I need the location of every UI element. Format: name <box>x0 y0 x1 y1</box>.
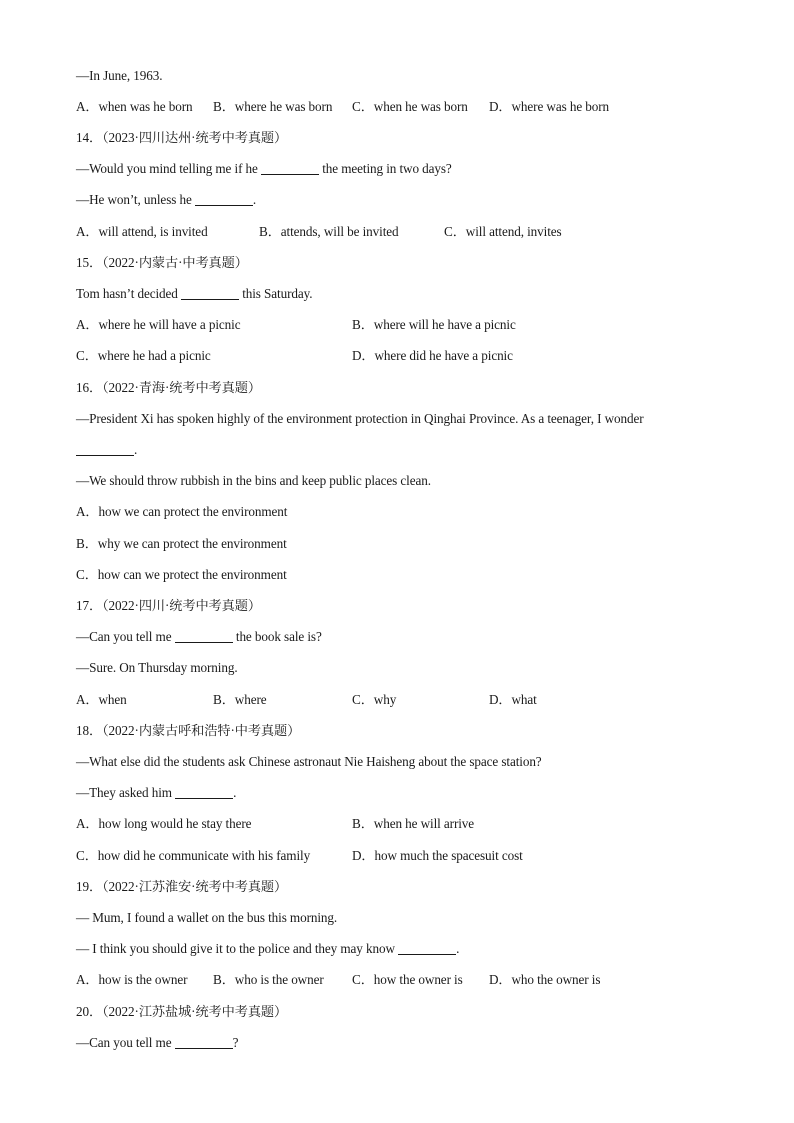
answer-blank[interactable] <box>175 786 233 799</box>
q17-line2: —Sure. On Thursday morning. <box>76 660 238 675</box>
q13-answer-text: —In June, 1963. <box>76 68 163 83</box>
q16-header: 16．（2022·青海·统考中考真题） <box>76 380 261 395</box>
answer-blank[interactable] <box>261 162 319 175</box>
q13-option-a[interactable]: A．when was he born <box>76 99 193 114</box>
q15-option-b[interactable]: B．where will he have a picnic <box>352 317 516 332</box>
q18-option-d[interactable]: D．how much the spacesuit cost <box>352 848 523 863</box>
q14-option-a[interactable]: A．will attend, is invited <box>76 224 208 239</box>
q20-line1: —Can you tell me ? <box>76 1035 239 1050</box>
q16-option-a[interactable]: A．how we can protect the environment <box>76 504 288 519</box>
q16-option-b[interactable]: B．why we can protect the environment <box>76 536 287 551</box>
q20-header: 20．（2022·江苏盐城·统考中考真题） <box>76 1004 288 1019</box>
q16-option-c[interactable]: C．how can we protect the environment <box>76 567 287 582</box>
answer-blank[interactable] <box>175 630 233 643</box>
q18-header: 18．（2022·内蒙古呼和浩特·中考真题） <box>76 723 301 738</box>
q14-option-b[interactable]: B．attends, will be invited <box>259 224 399 239</box>
q18-option-b[interactable]: B．when he will arrive <box>352 816 475 831</box>
q15-option-d[interactable]: D．where did he have a picnic <box>352 348 513 363</box>
q17-option-a[interactable]: A．when <box>76 692 127 707</box>
q18-line2: —They asked him . <box>76 785 237 800</box>
q15-option-c[interactable]: C．where he had a picnic <box>76 348 211 363</box>
q14-line1: —Would you mind telling me if he the meeting in two days? <box>76 161 452 176</box>
q14-header: 14．（2023·四川达州·统考中考真题） <box>76 130 288 145</box>
q17-option-b[interactable]: B．where <box>213 692 267 707</box>
q19-header: 19．（2022·江苏淮安·统考中考真题） <box>76 879 288 894</box>
q19-option-a[interactable]: A．how is the owner <box>76 972 188 987</box>
q15-line1: Tom hasn’t decided this Saturday. <box>76 286 313 301</box>
q17-option-d[interactable]: D．what <box>489 692 537 707</box>
q19-option-b[interactable]: B．who is the owner <box>213 972 324 987</box>
answer-blank[interactable] <box>76 443 134 456</box>
q19-line1: — Mum, I found a wallet on the bus this morning. <box>76 910 338 925</box>
q19-option-d[interactable]: D．who the owner is <box>489 972 601 987</box>
q17-line1: —Can you tell me the book sale is? <box>76 629 322 644</box>
answer-blank[interactable] <box>195 193 253 206</box>
q13-answer-line <box>76 67 734 85</box>
q16-line3: —We should throw rubbish in the bins and keep public places clean. <box>76 473 431 488</box>
q14-option-c[interactable]: C．will attend, invites <box>444 224 562 239</box>
answer-blank[interactable] <box>175 1036 233 1049</box>
q17-option-c[interactable]: C．why <box>352 692 397 707</box>
q15-header: 15．（2022·内蒙古·中考真题） <box>76 255 248 270</box>
q17-header: 17．（2022·四川·统考中考真题） <box>76 598 261 613</box>
q14-line2: —He won’t, unless he . <box>76 192 257 207</box>
q15-option-a[interactable]: A．where he will have a picnic <box>76 317 241 332</box>
q13-option-c[interactable]: C．when he was born <box>352 99 468 114</box>
q13-option-d[interactable]: D．where was he born <box>489 99 610 114</box>
q19-line2: — I think you should give it to the police and they may know . <box>76 941 460 956</box>
q18-option-a[interactable]: A．how long would he stay there <box>76 816 252 831</box>
q19-option-c[interactable]: C．how the owner is <box>352 972 463 987</box>
q18-line1: —What else did the students ask Chinese astronaut Nie Haisheng about the space station? <box>76 754 542 769</box>
answer-blank[interactable] <box>181 287 239 300</box>
q13-option-b[interactable]: B．where he was born <box>213 99 333 114</box>
q18-option-c[interactable]: C．how did he communicate with his family <box>76 848 311 863</box>
q16-line1: —President Xi has spoken highly of the environment protection in Qinghai Province. As a teenager, I wonder <box>76 411 644 426</box>
q16-line2: . <box>76 441 734 459</box>
answer-blank[interactable] <box>398 942 456 955</box>
